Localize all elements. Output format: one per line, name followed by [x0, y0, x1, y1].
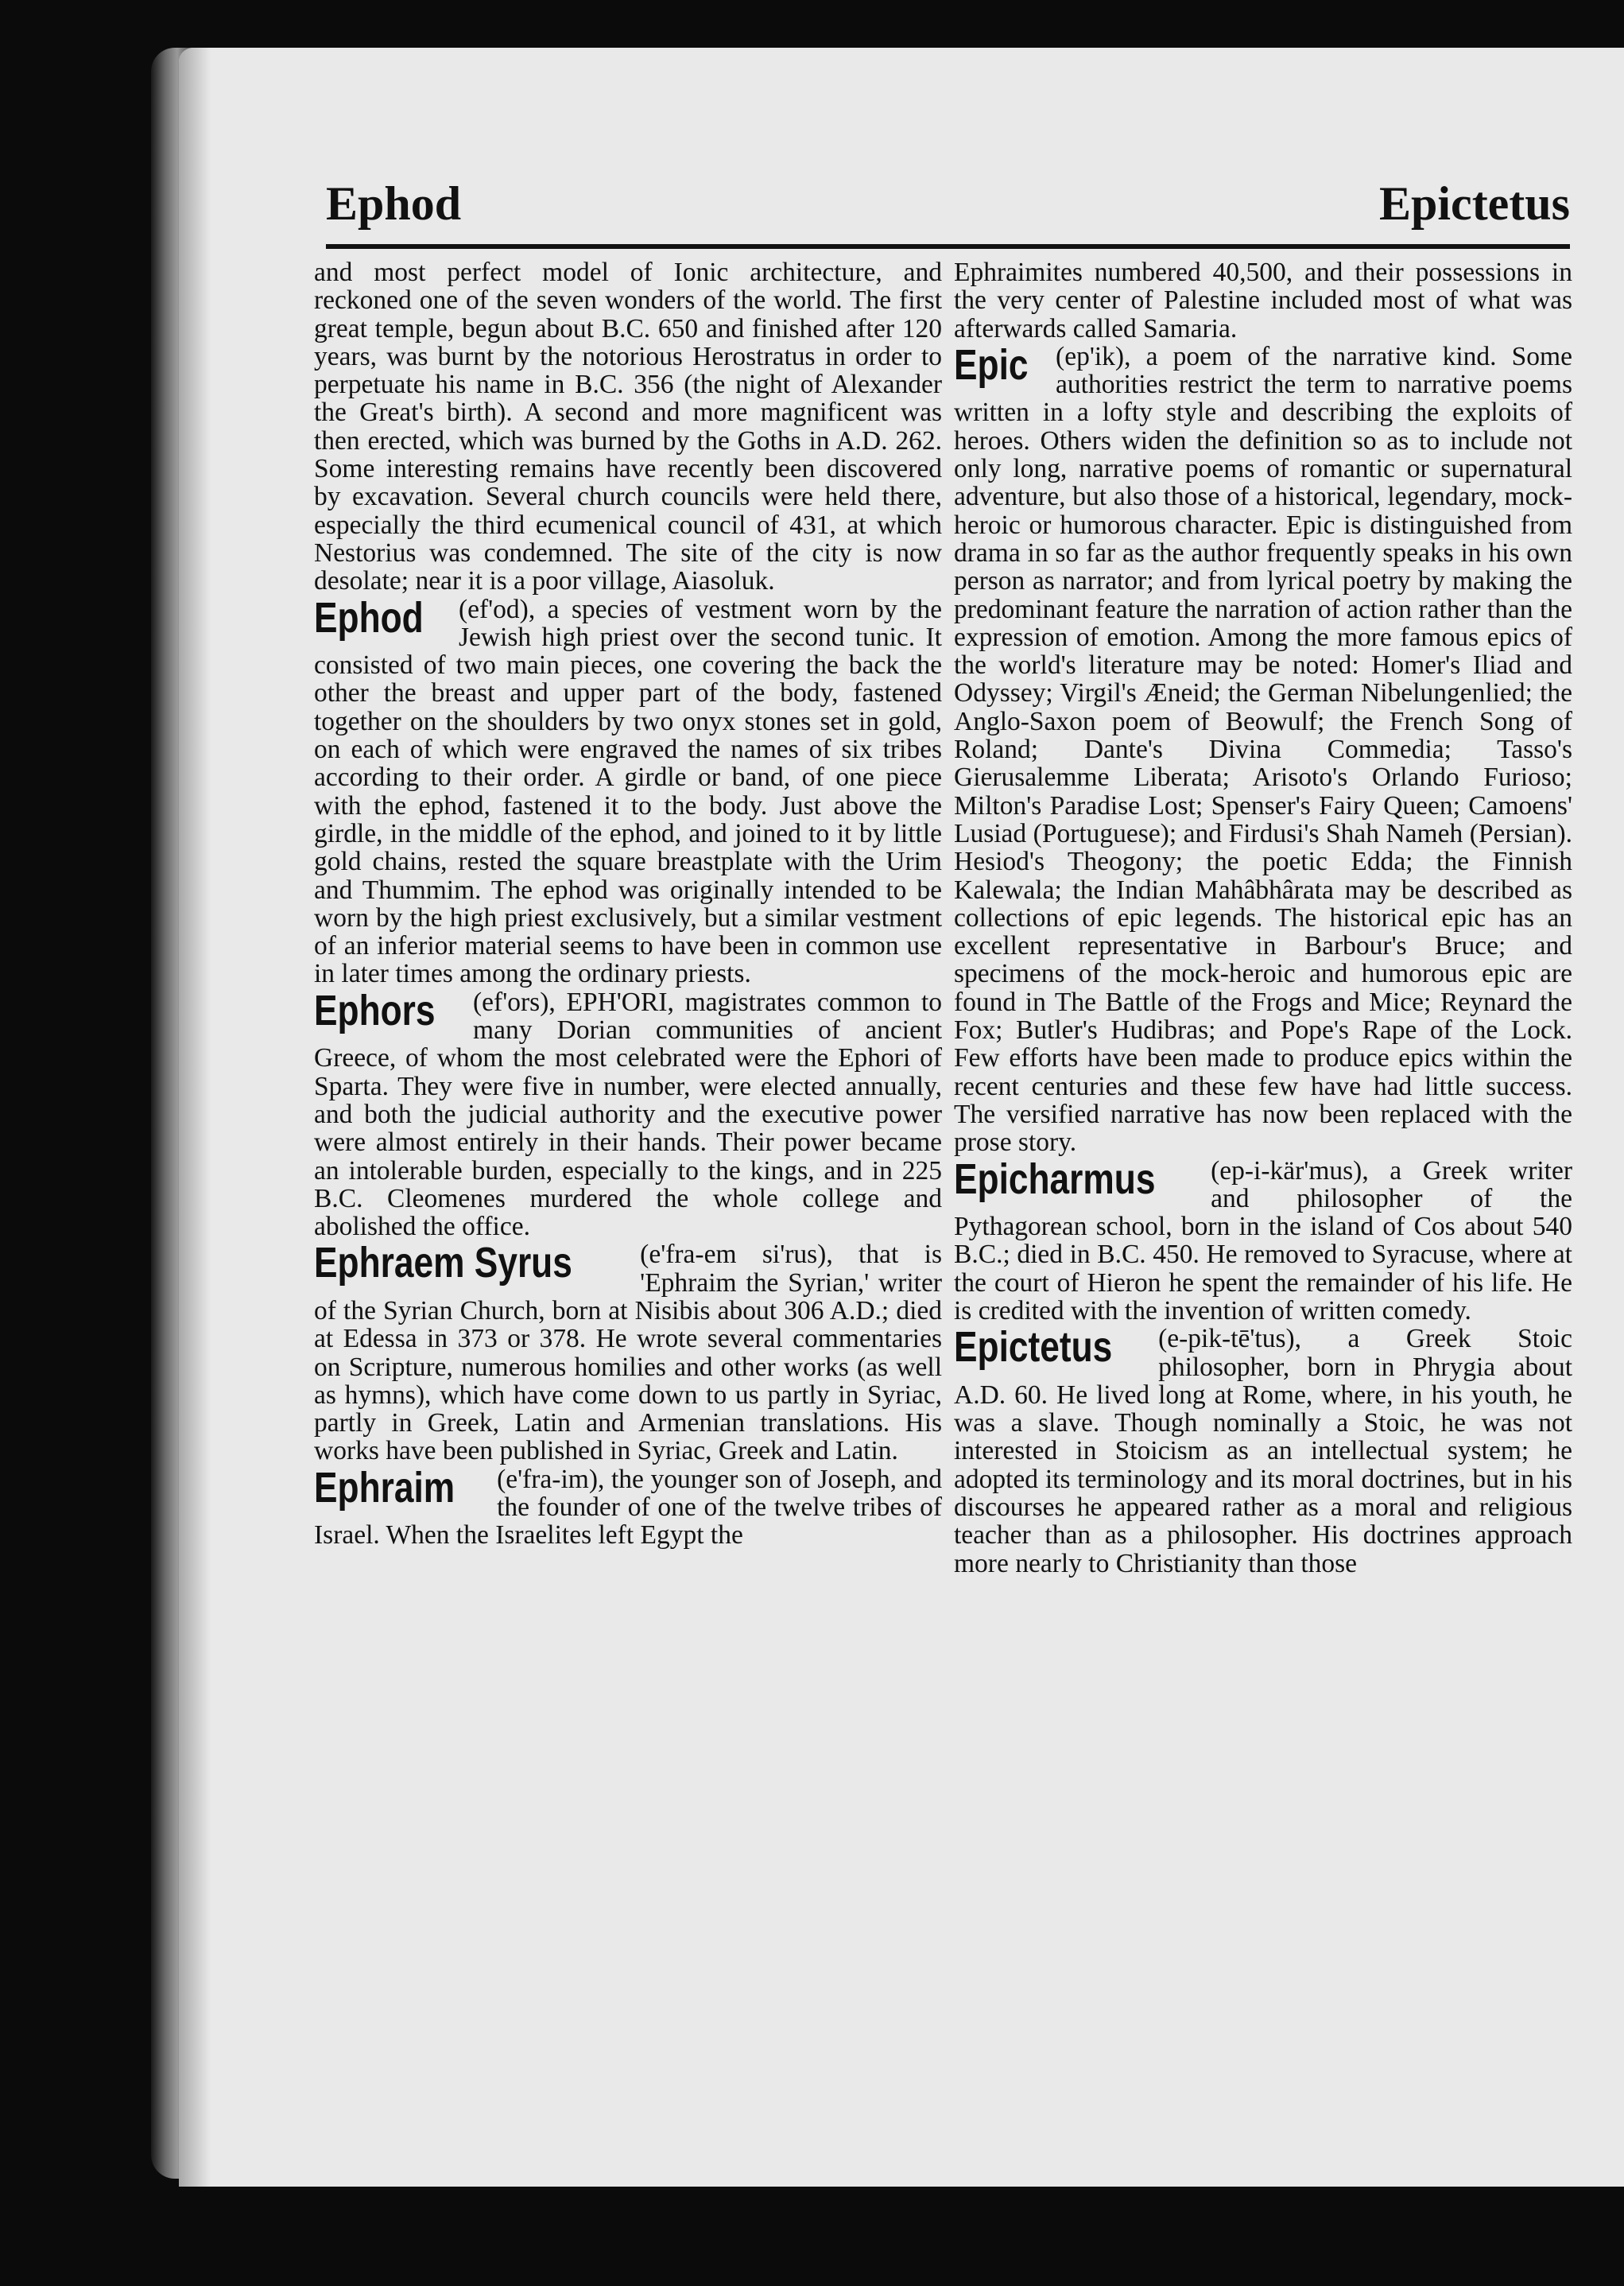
entry-text: (ep-i-kär'mus), a Greek writer and philosopher of the Pythagorean school, born in the island of Cos about 540 B.C.; died in B.C. 450. He removed to Syracuse, where at the court of Hieron he spent the remainder of his life. He is credited with the invention of written comedy. [954, 1155, 1572, 1325]
dictionary-entry [954, 1157, 1572, 1325]
header-last-word: Epictetus [1379, 177, 1570, 230]
dictionary-entry [314, 593, 942, 989]
continued-paragraph: Ephraimites numbered 40,500, and their possessions in the very center of Palestine included most of what was afterwards called Samaria. [954, 258, 1572, 343]
header-first-word: Ephod [326, 177, 462, 230]
entry-headword: Epic [954, 340, 1029, 389]
entry-text: (ef'ors), EPH'ORI, magistrates common to many Dorian communities of ancient Greece, of whom the most celebrated were the Ephori of Sparta. They were five in number, were elected annually, and both the judicial authority and the executive power were almost entirely in their hands. Their power became an intolerable burden, especially to the kings, and in 225 B.C. Cleomenes murdered the whole college and abolished the office. [314, 987, 942, 1242]
book-page [179, 48, 1624, 2187]
right-column [954, 258, 1572, 1578]
entry-headword: Ephraim [314, 1463, 455, 1512]
entry-text: (e-pik-tē'tus), a Greek Stoic philosopher, born in Phrygia about A.D. 60. He lived long at Rome, where, in his youth, he was a slave. Though nominally a Stoic, he was not interested in Stoicism as an intellectual system; he adopted its terminology and its moral doctrines, but in his discourses he appeared rather as a moral and religious teacher than as a philosopher. His doctrines approach more nearly to Christianity than those [954, 1324, 1572, 1578]
entry-text: (e'fra-im), the younger son of Joseph, and the founder of one of the twelve tribes of Israel. When the Israelites left Egypt the [314, 1464, 942, 1551]
entry-headword: Ephraem Syrus [314, 1239, 572, 1287]
entry-headword: Epicharmus [954, 1155, 1156, 1203]
continued-paragraph: and most perfect model of Ionic architecture, and reckoned one of the seven wonders of the world. The first great temple, begun about B.C. 650 and finished after 120 years, was burnt by the notorious Herostratus in order to perpetuate his name in B.C. 356 (the night of Alexander the Great's birth). A second and more magnificent was then erected, which was burned by the Goths in A.D. 262. Some interesting remains have recently been discovered by excavation. Several church councils were held there, especially the third ecumenical council of 431, at which Nestorius was condemned. The site of the city is now desolate; near it is a poor village, Aiasoluk. [314, 258, 942, 596]
entry-text: (ef'od), a species of vestment worn by the Jewish high priest over the second tunic. It consisted of two main pieces, one covering the back the other the breast and upper part of the body, fastened together on the shoulders by two onyx stones set in gold, on each of which were engraved the names of six tribes according to their order. A girdle or band, of one piece with the ephod, fastened it to the body. Just above the girdle, in the middle of the ephod, and joined to it by little gold chains, rested the square breastplate with the Urim and Thummim. The ephod was originally intended to be worn by the high priest exclusively, but a similar vestment of an inferior material seems to have been in common use in later times among the ordinary priests. [314, 594, 942, 989]
dictionary-entry [314, 1465, 942, 1550]
left-column [314, 258, 942, 1550]
dictionary-entry [314, 988, 942, 1241]
entry-headword: Ephors [314, 986, 436, 1034]
dictionary-entry [954, 1325, 1572, 1578]
running-header [326, 169, 1570, 249]
entry-text: (e'fra-em si'rus), that is 'Ephraim the Syrian,' writer of the Syrian Church, born at Nisibis about 306 A.D.; died at Edessa in 373 or 378. He wrote several commentaries on Scripture, numerous homilies and other works (as well as hymns), which have come down to us partly in Syriac, partly in Greek, Latin and Armenian translations. His works have been published in Syriac, Greek and Latin. [314, 1240, 942, 1466]
entry-headword: Epictetus [954, 1323, 1113, 1372]
entry-headword: Ephod [314, 593, 424, 642]
dictionary-entry [314, 1240, 942, 1465]
entry-text: (ep'ik), a poem of the narrative kind. Some authorities restrict the term to narrative poems written in a lofty style and describing the exploits of heroes. Others widen the definition so as to include not only long, narrative poems of romantic or supernatural adventure, but also those of a historical, legendary, mock-heroic or humorous character. Epic is distinguished from drama in so far as the author frequently speaks in his own person as narrator; and from lyrical poetry by making the predominant feature the narration of action rather than the expression of emotion. Among the more famous epics of the world's literature may be noted: Homer's Iliad and Odyssey; Virgil's Æneid; the German Nibelungenlied; the Anglo-Saxon poem of Beowulf; the French Song of Roland; Dante's Divina Commedia; Tasso's Gierusalemme Liberata; Arisoto's Orlando Furioso; Milton's Paradise Lost; Spenser's Fairy Queen; Camoens' Lusiad (Portuguese); and Firdusi's Shah Nameh (Persian). Hesiod's Theogony; the poetic Edda; the Finnish Kalewala; the Indian Mahâbhârata may be described as collections of epic legends. The historical epic has an excellent representative in Barbour's Bruce; and specimens of the mock-heroic and humorous epic are found in The Battle of the Frogs and Mice; Reynard the Fox; Butler's Hudibras; and Pope's Rape of the Lock. Few efforts have been made to produce epics within the recent centuries and these few have had little success. The versified narrative has now been replaced with the prose story. [954, 341, 1572, 1158]
dictionary-entry [954, 340, 1572, 1158]
